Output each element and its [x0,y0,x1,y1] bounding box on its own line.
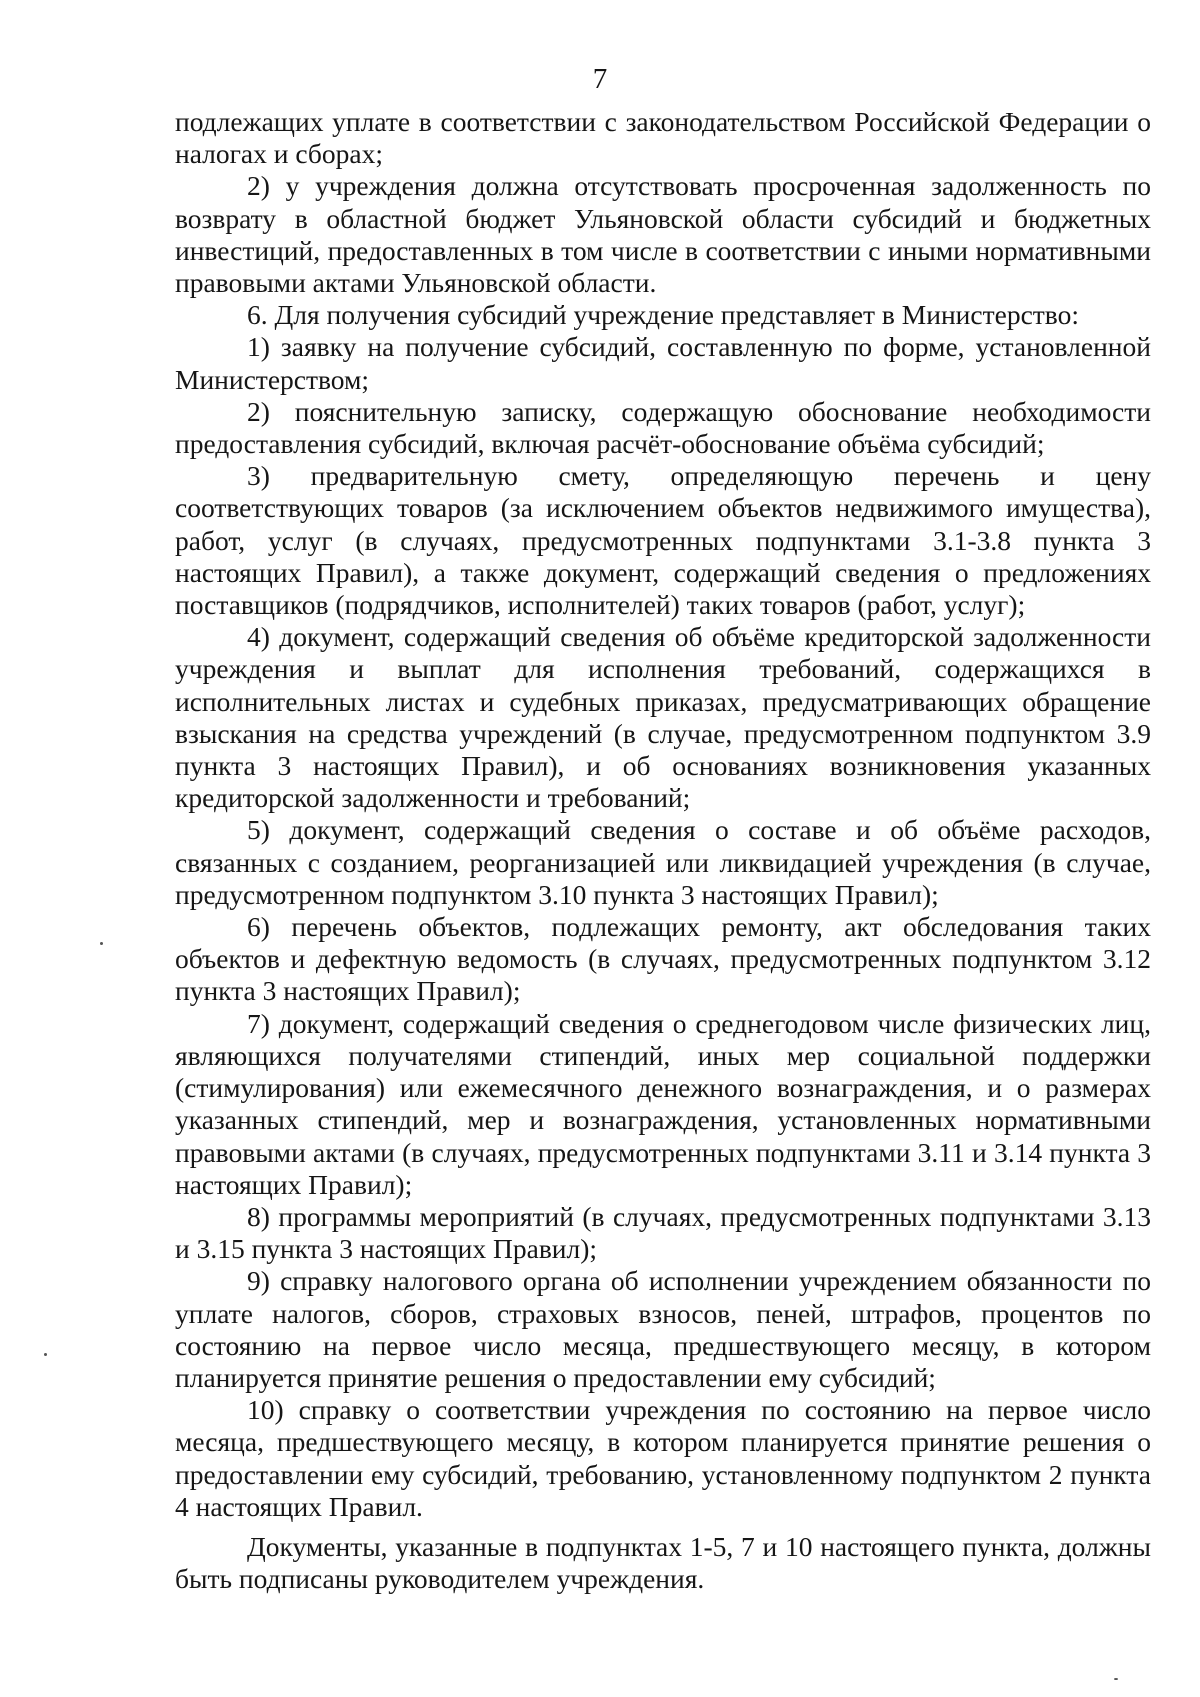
paragraph-6-9: 9) справку налогового органа об исполнении учреждением обязанности по уплате налогов, сборов, страховых взносов, пеней, штрафов, процентов по состоянию на первое число месяца, предшествующего месяцу, в котором планируется принятие решения о предоставлении ему субсидий; [175,1265,1151,1393]
paragraph-signature-requirement: Документы, указанные в подпунктах 1-5, 7 и 10 настоящего пункта, должны быть подписаны руководителем учреждения. [175,1530,1151,1595]
paragraph-6: 6. Для получения субсидий учреждение представляет в Министерство: [247,299,1079,331]
page-number: 7 [592,63,608,95]
scan-speck [44,1353,47,1356]
paragraph-6-3: 3) предварительную смету, определяющую перечень и цену соответствующих товаров (за исключением объектов недвижимого имущества), работ, услуг (в случаях, предусмотренных подпунктами 3.1-3.8 пункта 3 настоящих Правил), а также документ, содержащий сведения о предложениях поставщиков (подрядчиков, исполнителей) таких товаров (работ, услуг); [175,460,1151,621]
paragraph-6-1: 1) заявку на получение субсидий, составленную по форме, установленной Министерством; [175,331,1151,395]
paragraph-5-2: 2) у учреждения должна отсутствовать просроченная задолженность по возврату в областной бюджет Ульяновской области субсидий и бюджетных инвестиций, предоставленных в том числе в соответствии с иными нормативными правовыми актами Ульяновской области. [175,170,1151,299]
paragraph-6-4: 4) документ, содержащий сведения об объёме кредиторской задолженности учреждения и выплат для исполнения требований, содержащихся в исполнительных листах и судебных приказах, предусматривающих обращение взыскания на средства учреждений (в случае, предусмотренном подпунктом 3.9 пункта 3 настоящих Правил), и об основаниях возникновения указанных кредиторской задолженности и требований; [175,621,1151,814]
scan-speck [1114,1678,1118,1680]
paragraph-6-8: 8) программы мероприятий (в случаях, предусмотренных подпунктами 3.13 и 3.15 пункта 3 настоящих Правил); [175,1200,1151,1265]
paragraph-6-6: 6) перечень объектов, подлежащих ремонту, акт обследования таких объектов и дефектную ведомость (в случаях, предусмотренных подпунктом 3.12 пункта 3 настоящих Правил); [175,911,1151,1007]
paragraph-6-5: 5) документ, содержащий сведения о составе и об объёме расходов, связанных с созданием, реорганизацией или ликвидацией учреждения (в случае, предусмотренном подпунктом 3.10 пункта 3 настоящих Правил); [175,814,1151,910]
paragraph-6-10: 10) справку о соответствии учреждения по состоянию на первое число месяца, предшествующего месяцу, в котором планируется принятие решения о предоставлении ему субсидий, требованию, установленному подпунктом 2 пункта 4 настоящих Правил. [175,1394,1151,1522]
paragraph-continuation: подлежащих уплате в соответствии с законодательством Российской Федерации о налогах и сборах; [175,106,1151,170]
document-body [175,106,1151,1595]
paragraph-6-2: 2) пояснительную записку, содержащую обоснование необходимости предоставления субсидий, включая расчёт-обоснование объёма субсидий; [175,395,1151,460]
paragraph-6-7: 7) документ, содержащий сведения о среднегодовом числе физических лиц, являющихся получателями стипендий, иных мер социальной поддержки (стимулирования) или ежемесячного денежного вознаграждения, и о размерах указанных стипендий, мер и вознаграждения, установленных нормативными правовыми актами (в случаях, предусмотренных подпунктами 3.11 и 3.14 пункта 3 настоящих Правил); [175,1007,1151,1200]
scan-speck [100,942,103,945]
